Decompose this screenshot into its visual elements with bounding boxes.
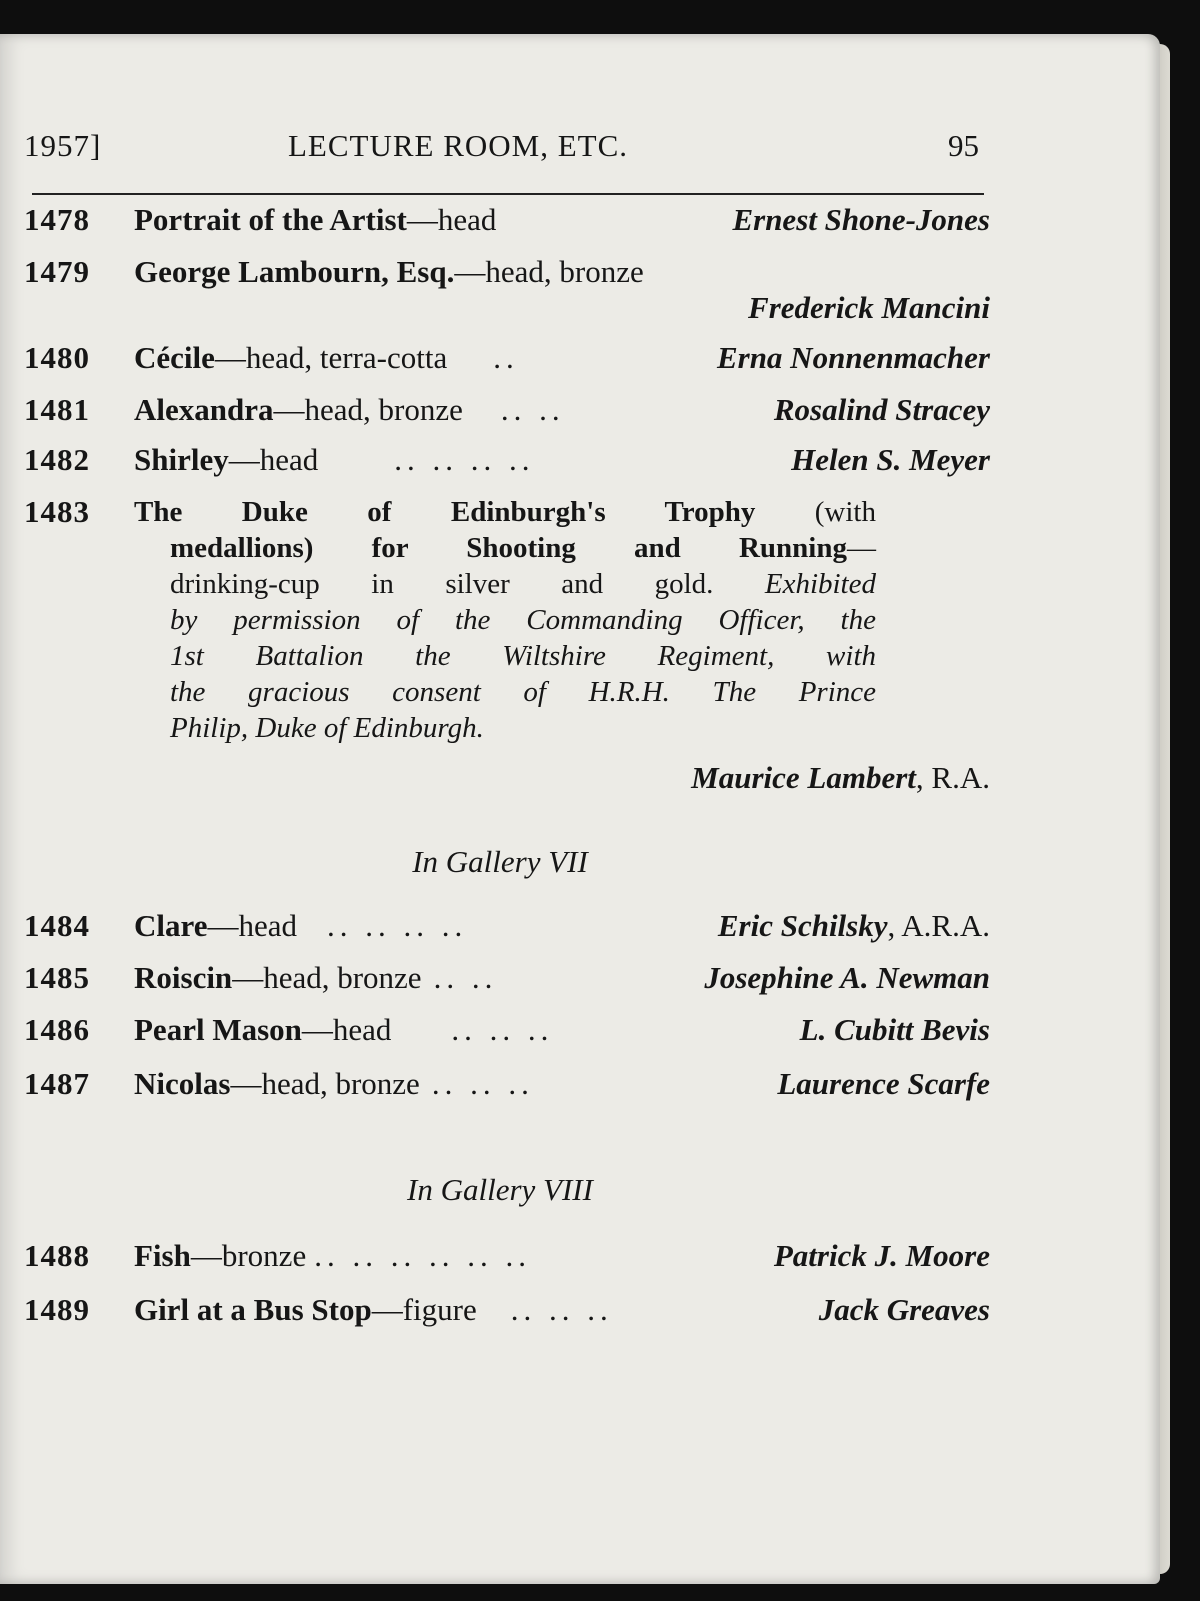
entry-title-medium: —head [406,202,497,237]
entry-title [134,1008,553,1052]
section-heading-gallery-viii: In Gallery VIII [407,1172,593,1207]
leader-dots: .. .. .. .. [394,442,535,477]
section-heading-gallery-vii: In Gallery VII [412,844,588,879]
entry-title [134,904,467,948]
entry-title-dash: — [847,532,876,564]
artist-suffix: , R.A. [915,760,990,795]
entry-title-bold: Shirley [134,442,229,477]
entry-artist [718,904,990,948]
page-number: 95 [948,128,979,163]
entry-title-medium: —head, bronze [230,1066,420,1101]
entry-title-medium: —head [207,908,297,943]
entry-number: 1481 [24,392,90,427]
running-head-year: 1957] [24,128,102,163]
entry-1483-description [170,530,876,746]
entry-title [134,198,496,242]
entry-note: the gracious consent of H.R.H. The Prince [170,676,876,708]
catalogue-entry-artist-line [24,286,990,330]
entry-title-medium: —head [228,442,319,477]
entry-number: 1488 [24,1238,90,1273]
catalogue-entry [24,438,990,482]
entry-artist: Laurence Scarfe [777,1066,990,1101]
artist-name: Maurice Lambert [691,760,916,795]
entry-number: 1483 [24,494,90,529]
entry-note: Philip, Duke of Edinburgh. [170,712,484,744]
entry-title-bold: George Lambourn, Esq. [134,254,455,289]
entry-note: Exhibited [764,568,876,600]
leader-dots: .. .. [500,392,565,427]
entry-title-bold: Clare [134,908,208,943]
entry-title [134,336,519,380]
entry-artist: Frederick Mancini [748,290,990,325]
leader-dots: .. .. [433,960,498,995]
leader-dots: .. .. .. [431,1066,534,1101]
leader-dots: .. .. .. [510,1292,613,1327]
entry-artist: Jack Greaves [818,1292,990,1327]
entry-number: 1478 [24,202,90,237]
entry-title [134,956,497,1000]
entry-title-bold: Portrait of the Artist [134,202,407,237]
catalogue-entry [24,1288,990,1332]
entry-number: 1487 [24,1066,90,1101]
entry-title [134,1288,613,1332]
leader-dots: .. .. .. [451,1012,554,1047]
entry-title [134,388,565,432]
entry-number: 1480 [24,340,90,375]
entry-title-medium: —bronze [190,1238,307,1273]
entry-number: 1485 [24,960,90,995]
catalogue-entry [24,1008,990,1052]
entry-title-bold: Alexandra [134,392,274,427]
entry-title-bold: Nicolas [134,1066,231,1101]
entry-title [134,1234,531,1278]
entry-title-bold: The Duke of Edinburgh's Trophy [134,496,756,528]
entry-title-medium: —head, terra-cotta [214,340,448,375]
leader-dots: .. [493,340,519,375]
entry-number: 1479 [24,254,90,289]
entry-artist: Ernest Shone-Jones [732,202,990,237]
catalogue-entry [24,1234,990,1278]
catalogue-entry [24,904,990,948]
entry-title-medium: —head, bronze [454,254,644,289]
entry-number: 1484 [24,908,90,943]
entry-note: by permission of the Commanding Officer, the [170,604,876,636]
entry-number: 1482 [24,442,90,477]
running-head-title: LECTURE ROOM, ETC. [288,128,629,163]
entry-title-bold: Girl at a Bus Stop [134,1292,372,1327]
catalogue-entry [24,956,990,1000]
catalogue-entry [24,198,990,242]
entry-1483-line1 [134,494,876,530]
entry-note: 1st Battalion the Wiltshire Regiment, with [170,640,876,672]
entry-title-bold: Roiscin [134,960,233,995]
entry-title [134,1062,534,1106]
entry-artist [691,756,990,800]
catalogue-entry [24,388,990,432]
entry-number: 1486 [24,1012,90,1047]
catalogue-entry-artist-line [24,756,990,800]
entry-number: 1489 [24,1292,90,1327]
entry-artist: Josephine A. Newman [704,960,990,995]
entry-artist: Patrick J. Moore [773,1238,990,1273]
catalogue-entry [24,1062,990,1106]
header-rule [32,193,984,195]
entry-title-medium: —head, bronze [273,392,463,427]
artist-suffix: , A.R.A. [887,908,990,943]
entry-title-rest: (with [755,496,876,528]
leader-dots: .. .. .. .. .. .. [314,1238,531,1273]
entry-title-medium: —head, bronze [232,960,422,995]
entry-title-bold: medallions) for Shooting and Running [170,532,847,564]
leader-dots: .. .. .. .. [327,908,468,943]
entry-title [134,438,535,482]
entry-artist: L. Cubitt Bevis [799,1012,990,1047]
entry-title-bold: Cécile [134,340,215,375]
catalogue-entry [24,336,990,380]
entry-artist: Helen S. Meyer [791,442,990,477]
entry-title-bold: Pearl Mason [134,1012,302,1047]
entry-medium: drinking-cup in silver and gold. [170,568,765,600]
entry-title-medium: —head [301,1012,392,1047]
entry-artist: Rosalind Stracey [773,392,990,427]
entry-artist: Erna Nonnenmacher [716,340,990,375]
artist-name: Eric Schilsky [717,908,888,943]
entry-title-medium: —figure [371,1292,477,1327]
entry-title-bold: Fish [134,1238,191,1273]
